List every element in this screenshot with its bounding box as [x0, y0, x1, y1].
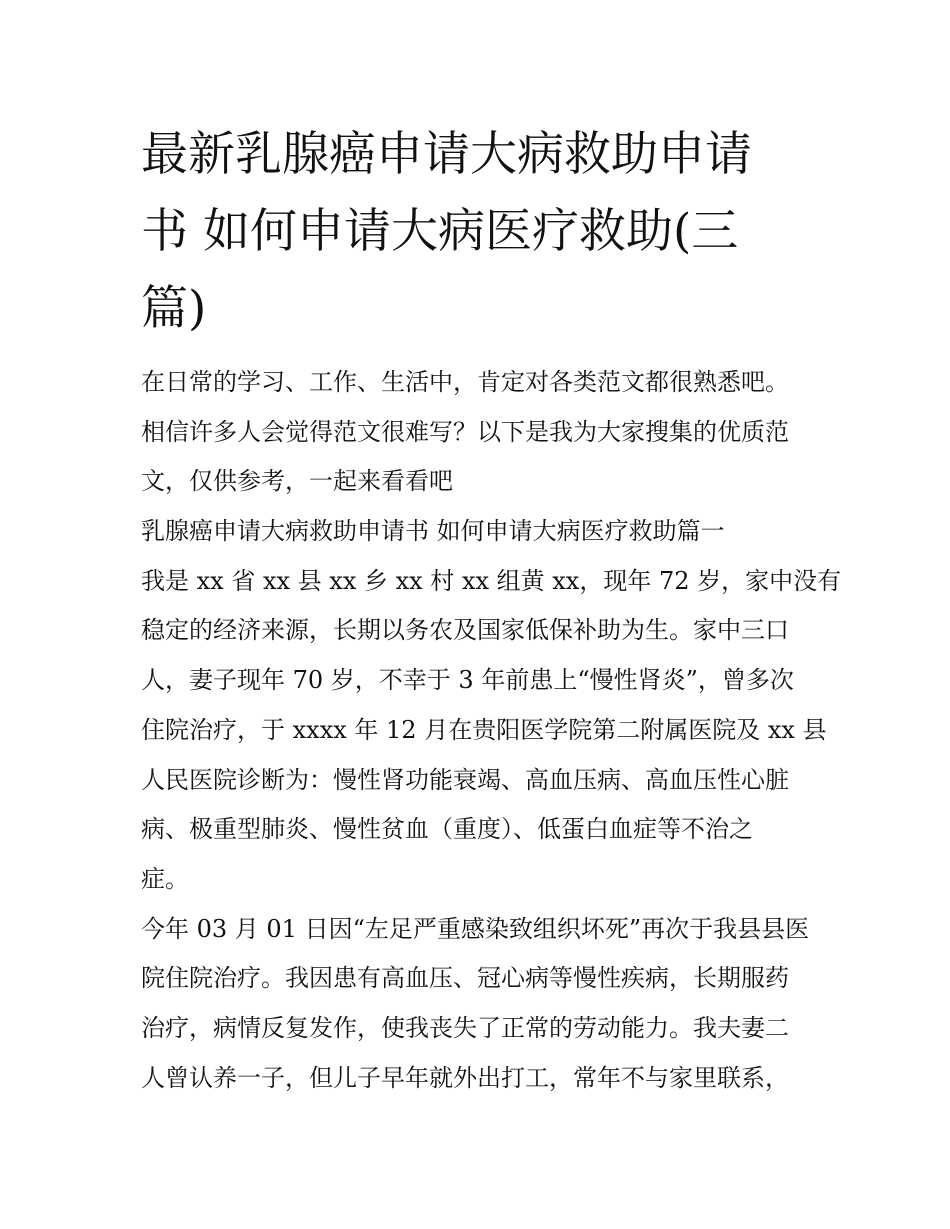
- body-line: 文，仅供参考，一起来看看吧: [141, 467, 453, 496]
- body-line: 相信许多人会觉得范文很难写？以下是我为大家搜集的优质范: [141, 417, 789, 446]
- document-body: [141, 358, 842, 1103]
- body-line: 治疗，病情反复发作，使我丧失了正常的劳动能力。我夫妻二: [141, 1013, 789, 1042]
- title-line: 最新乳腺癌申请大病救助申请: [141, 127, 752, 182]
- body-line: 人曾认养一子，但儿子早年就外出打工，常年不与家里联系，: [141, 1063, 789, 1092]
- title-line: 篇): [141, 281, 207, 336]
- body-line: 住院治疗，于 xxxx 年 12 月在贵阳医学院第二附属医院及 xx 县: [141, 715, 827, 744]
- document-title: [141, 116, 821, 347]
- title-line: 书 如何申请大病医疗救助(三: [141, 204, 739, 259]
- section-heading: 乳腺癌申请大病救助申请书 如何申请大病医疗救助篇一: [141, 517, 725, 546]
- body-line: 稳定的经济来源，长期以务农及国家低保补助为生。家中三口: [141, 616, 789, 645]
- body-line: 院住院治疗。我因患有高血压、冠心病等慢性疾病，长期服药: [141, 964, 789, 993]
- body-line: 人，妻子现年 70 岁，不幸于 3 年前患上“慢性肾炎”，曾多次: [141, 666, 794, 695]
- body-line: 今年 03 月 01 日因“左足严重感染致组织坏死”再次于我县县医: [141, 914, 810, 943]
- body-line: 我是 xx 省 xx 县 xx 乡 xx 村 xx 组黄 xx，现年 72 岁，家中没有: [141, 566, 842, 595]
- body-line: 在日常的学习、工作、生活中，肯定对各类范文都很熟悉吧。: [141, 368, 789, 396]
- body-line: 症。: [141, 864, 189, 893]
- body-line: 病、极重型肺炎、慢性贫血（重度）、低蛋白血症等不治之: [141, 815, 753, 844]
- body-line: 人民医院诊断为：慢性肾功能衰竭、高血压病、高血压性心脏: [141, 765, 789, 794]
